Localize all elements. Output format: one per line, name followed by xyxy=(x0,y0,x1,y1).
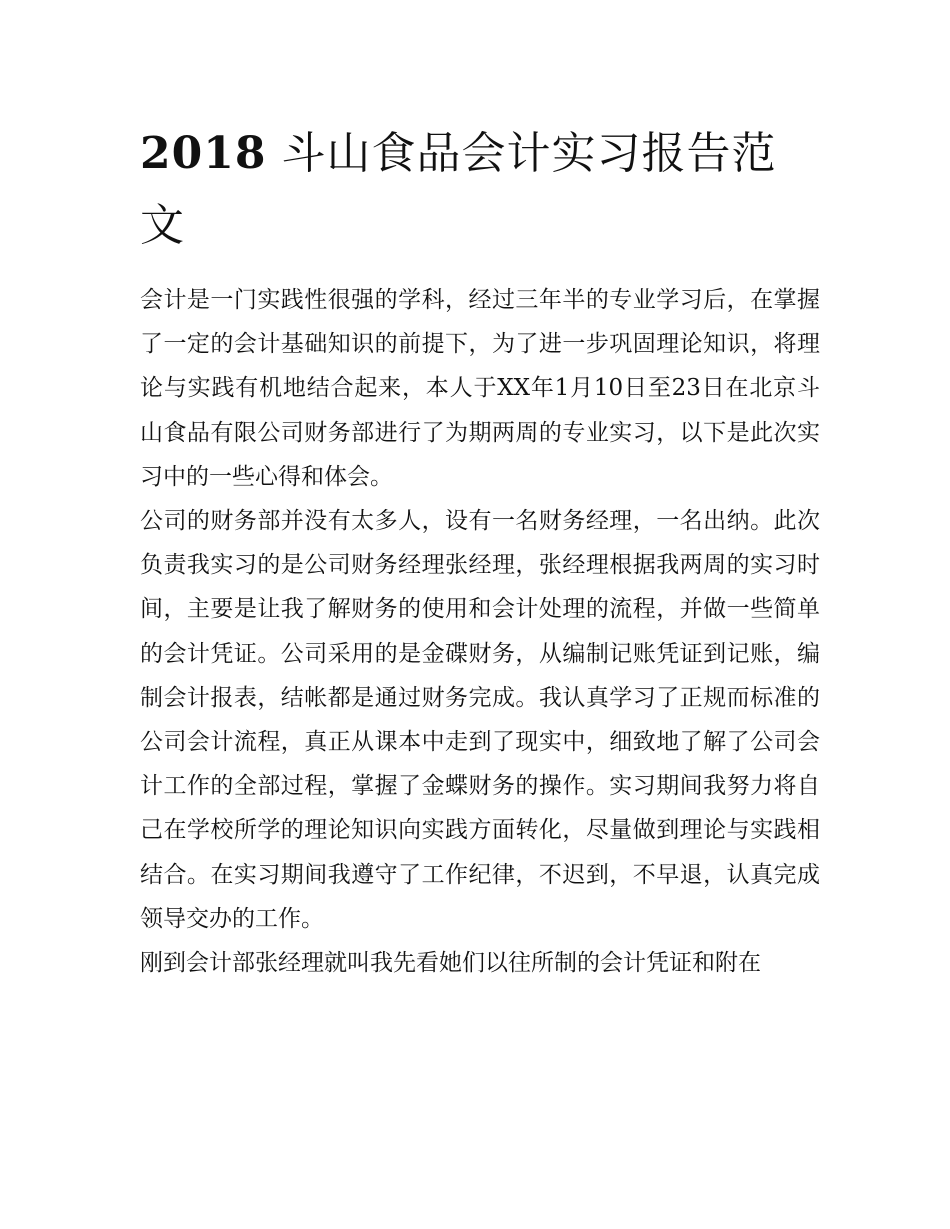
document-title xyxy=(140,118,820,262)
document-body xyxy=(140,278,820,985)
title-text: 斗山食品会计实习报告范文 xyxy=(140,128,777,251)
paragraph-2: 公司的财务部并没有太多人，设有一名财务经理，一名出纳。此次负责我实习的是公司财务经理张经理，张经理根据我两周的实习时间，主要是让我了解财务的使用和会计处理的流程，并做一些简单的会计凭证。公司采用的是金碟财务，从编制记账凭证到记账，编制会计报表，结帐都是通过财务完成。我认真学习了正规而标准的公司会计流程，真正从课本中走到了现实中，细致地了解了公司会计工作的全部过程，掌握了金蝶财务的操作。实习期间我努力将自己在学校所学的理论知识向实践方面转化，尽量做到理论与实践相结合。在实习期间我遵守了工作纪律，不迟到，不早退，认真完成领导交办的工作。 xyxy=(140,508,820,932)
title-year: 2018 xyxy=(140,128,267,179)
paragraph-3: 刚到会计部张经理就叫我先看她们以往所制的会计凭证和附在 xyxy=(140,950,761,977)
paragraph-1: 会计是一门实践性很强的学科，经过三年半的专业学习后，在掌握了一定的会计基础知识的前提下，为了进一步巩固理论知识，将理论与实践有机地结合起来，本人于XX年1月10日至23日在北京斗山食品有限公司财务部进行了为期两周的专业实习，以下是此次实习中的一些心得和体会。 xyxy=(140,287,820,490)
